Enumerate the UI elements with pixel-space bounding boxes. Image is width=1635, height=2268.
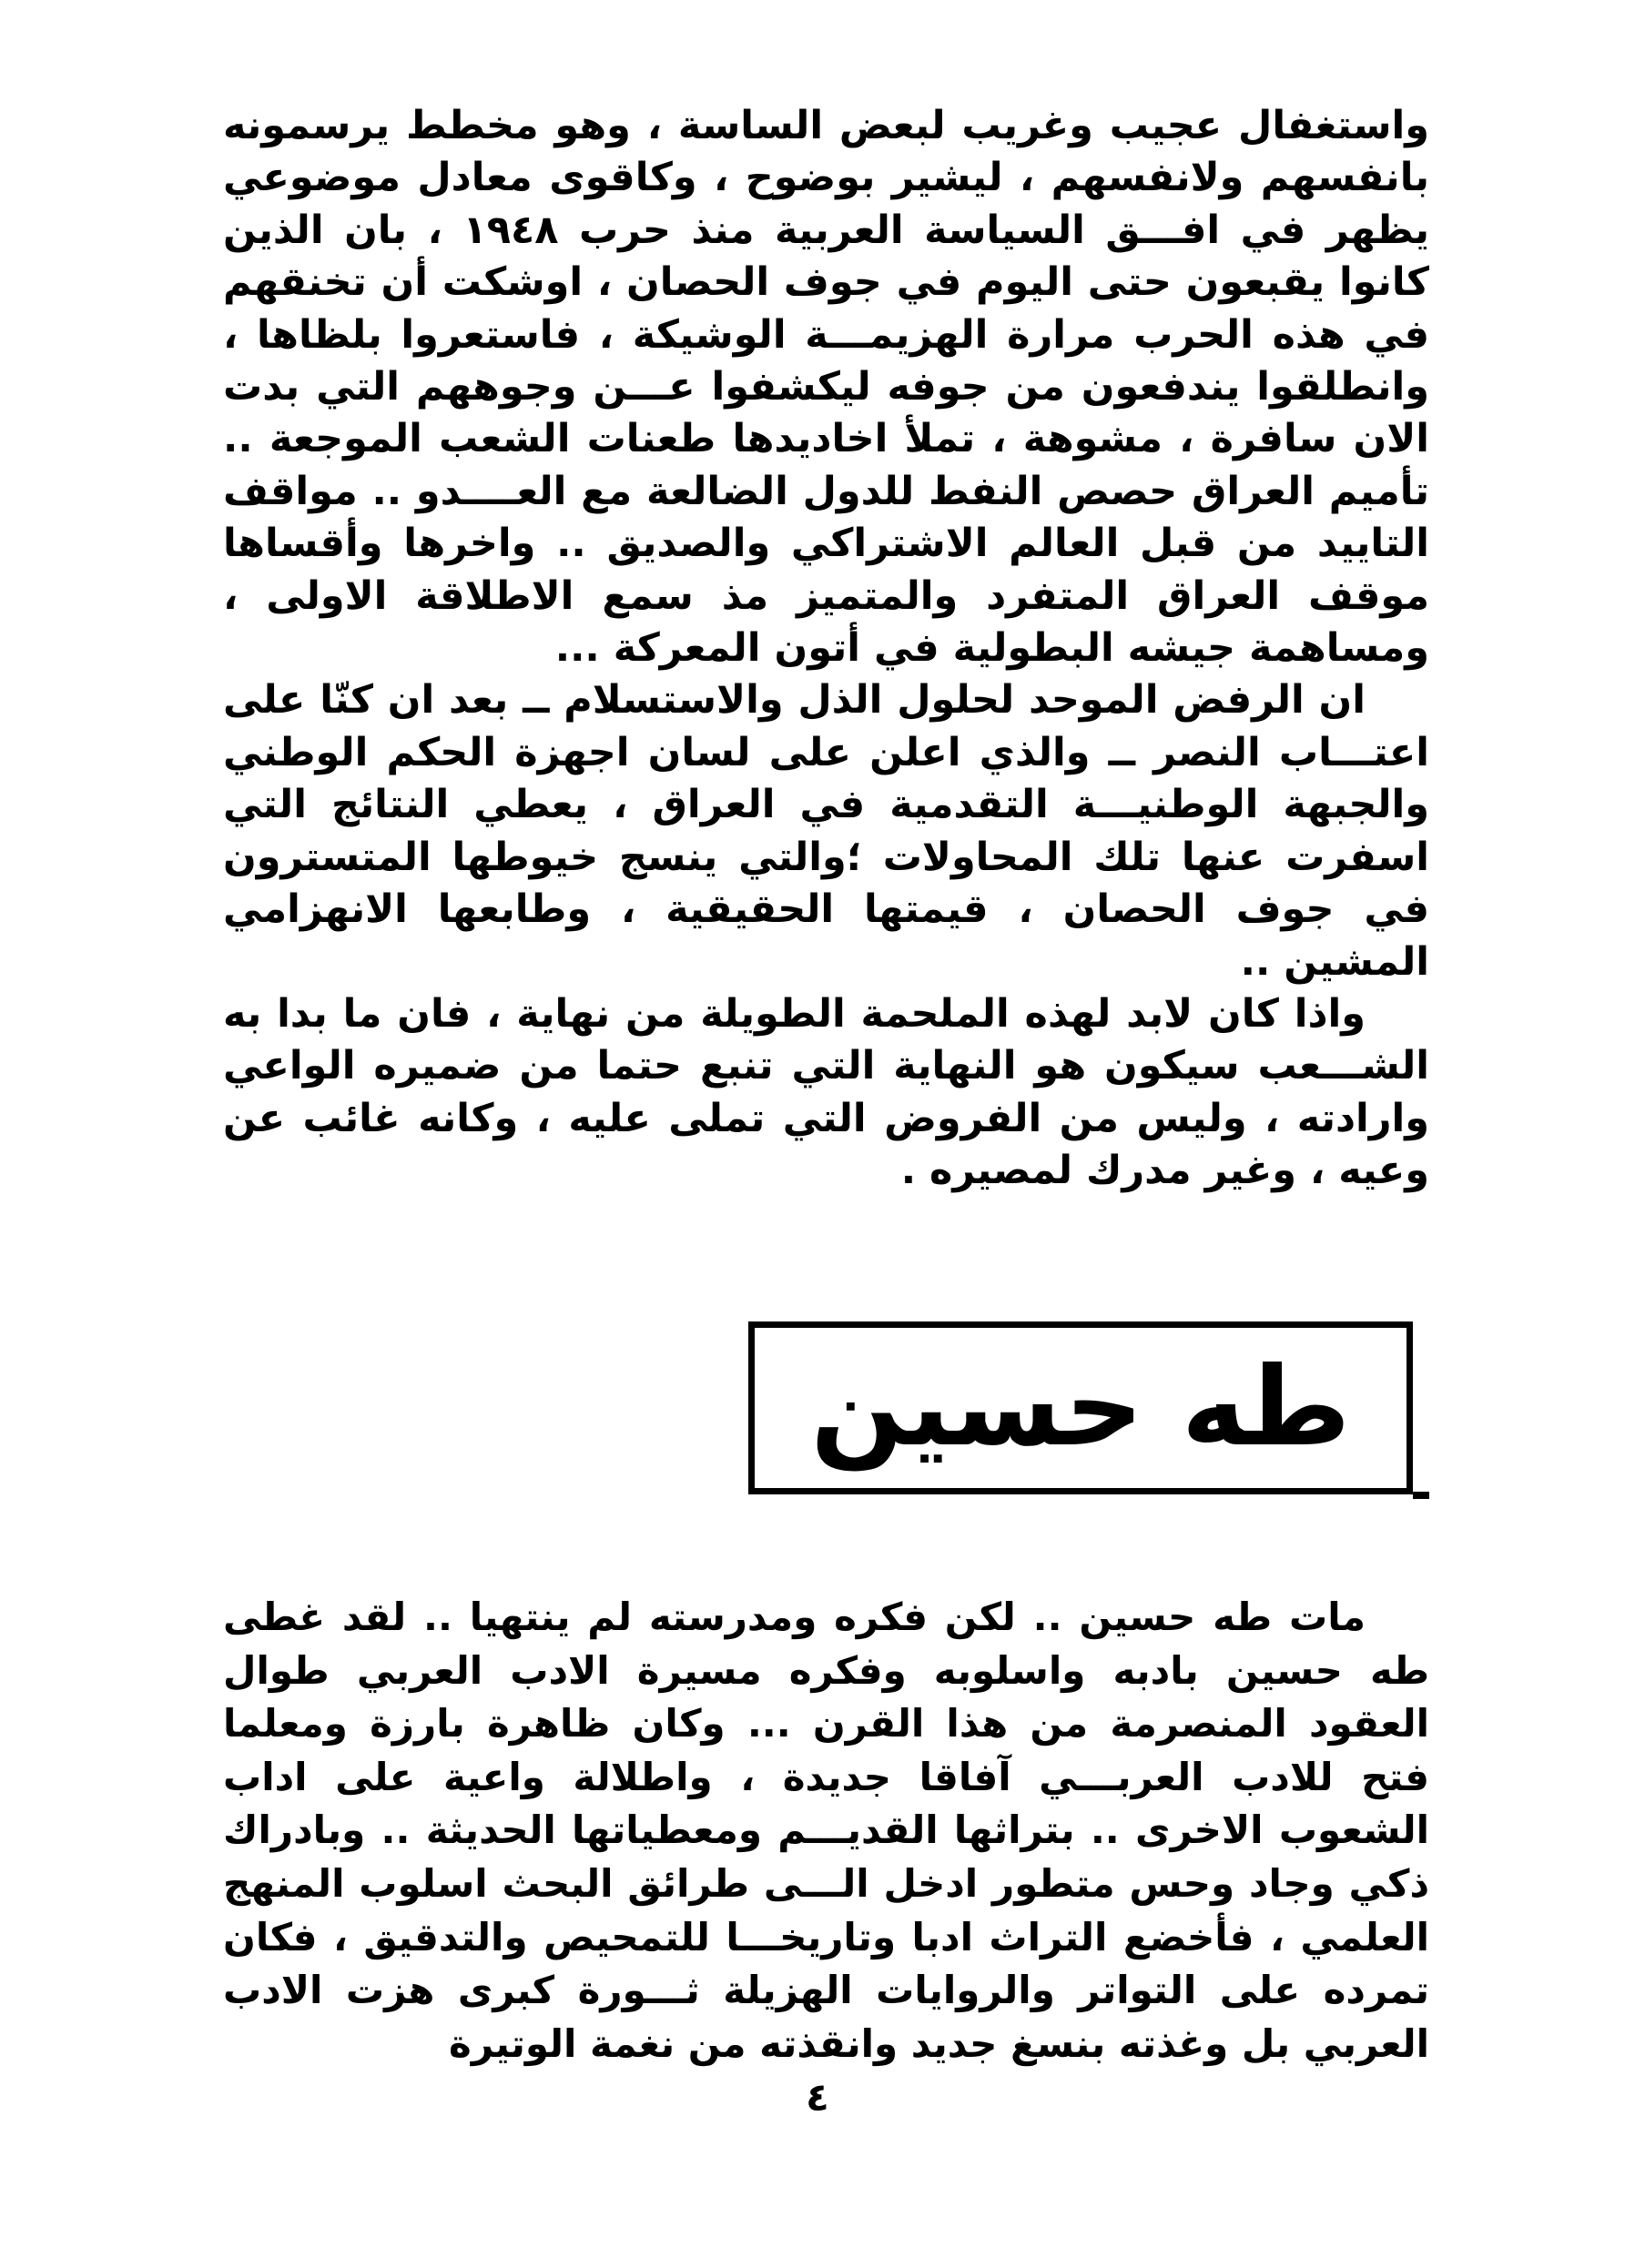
article-bottom [223,1591,1429,2071]
article-bottom-paragraph-1: مات طه حسين .. لكن فكره ومدرسته لم ينتهيا .. لقد غطى طه حسين بادبه واسلوبه وفكره مسيرة الادب العربي طوال العقود المنصرمة من هذا القرن ... وكان ظاهرة بارزة ومعلما فتح للادب العربـــي آفاقا جديدة ، واطلالة واعية على اداب الشعوب الاخرى .. بتراثها القديـــم ومعطياتها الحديثة .. وبادراك ذكي وجاد وحس متطور ادخل الـــى طرائق البحث اسلوب المنهج العلمي ، فأخضع التراث ادبا وتاريخـــا للتمحيص والتدقيق ، فكان تمرده على التواتر والروايات الهزيلة ثـــورة كبرى هزت الادب العربي بل وغذته بنسغ جديد وانقذته من نغمة الوتيرة [223,1595,1429,2066]
article-top-paragraph-2: ان الرفض الموحد لحلول الذل والاستسلام ــ بعد ان كنّا على اعتـــاب النصر ــ والذي اعلن على لسان اجهزة الحكم الوطني والجبهة الوطنيـــة التقدمية في العراق ، يعطي النتائج التي اسفرت عنها تلك المحاولات ؛والتي ينسج خيوطها المتسترون في جوف الحصان ، قيمتها الحقيقية ، وطابعها الانهزامي المشين .. [223,677,1429,985]
article-top [223,100,1429,1198]
title-divider [1413,1492,1429,1499]
article-top-paragraph-1: واستغفال عجيب وغريب لبعض الساسة ، وهو مخطط يرسمونه بانفسهم ولانفسهم ، ليشير بوضوح ، وكاقوى معادل موضوعي يظهر في افـــق السياسة العربية منذ حرب ١٩٤٨ ، بان الذين كانوا يقبعون حتى اليوم في جوف الحصان ، اوشكت أن تخنقهم في هذه الحرب مرارة الهزيمـــة الوشيكة ، فاستعروا بلظاها ، وانطلقوا يندفعون من جوفه ليكشفوا عـــن وجوههم التي بدت الان سافرة ، مشوهة ، تملأ اخاديدها طعنات الشعب الموجعة .. تأميم العراق حصص النفط للدول الضالعة مع العــــدو .. مواقف التاييد من قبل العالم الاشتراكي والصديق .. واخرها وأقساها موقف العراق المتفرد والمتميز مذ سمع الاطلاقة الاولى ، ومساهمة جيشه البطولية في أتون المعركة ... [223,103,1429,672]
article-top-paragraph-3: واذا كان لابد لهذه الملحمة الطويلة من نهاية ، فان ما بدا به الشـــعب سيكون هو النهاية التي تنبع حتما من ضميره الواعي وارادته ، وليس من الفروض التي تملى عليه ، وكانه غائب عن وعيه ، وغير مدرك لمصيره . [223,990,1429,1194]
section-title-box [748,1321,1413,1494]
section-title: طه حسين [810,1344,1351,1471]
page-number: ٤ [806,2075,829,2120]
